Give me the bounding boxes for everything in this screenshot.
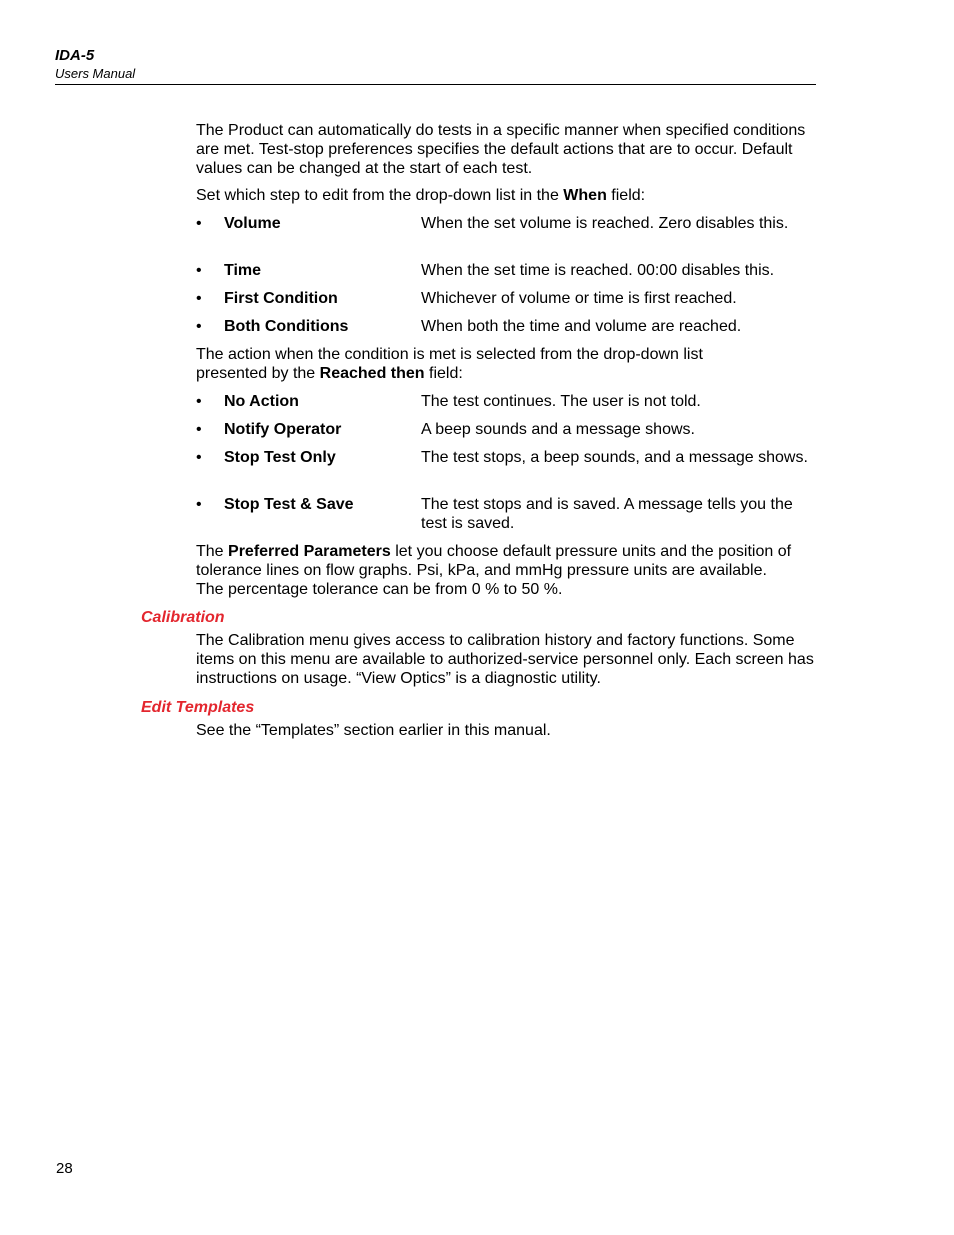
list-item-description: Whichever of volume or time is first reached. — [421, 290, 737, 307]
preferred-before: The — [196, 543, 229, 560]
list-item-description: The test stops and is saved. A message tells you the test is saved. — [421, 496, 793, 532]
preferred-bold: Preferred Parameters — [228, 543, 391, 560]
reached-intro-after: field: — [424, 365, 463, 382]
list-item-term: Notify Operator — [224, 421, 342, 438]
list-item-term: Stop Test & Save — [224, 496, 354, 513]
when-intro-after: field: — [606, 187, 646, 204]
list-item-term: Both Conditions — [224, 318, 349, 335]
bullet-icon: • — [196, 496, 202, 513]
preferred-parameters-paragraph — [196, 542, 796, 599]
reached-intro-before: The action when the condition is met is selected from the drop-down list presented by the — [196, 346, 703, 382]
bullet-icon: • — [196, 262, 202, 279]
list-item-term: First Condition — [224, 290, 338, 307]
page-header — [55, 46, 816, 85]
list-item-description: The test stops, a beep sounds, and a message shows. — [421, 449, 808, 466]
bullet-icon: • — [196, 290, 202, 307]
list-item-description: When the set volume is reached. Zero disables this. — [421, 215, 789, 232]
bullet-icon: • — [196, 393, 202, 410]
bullet-icon: • — [196, 215, 202, 232]
bullet-icon: • — [196, 318, 202, 335]
calibration-heading: Calibration — [141, 609, 225, 626]
list-item-description: When the set time is reached. 00:00 disables this. — [421, 262, 775, 279]
edit-templates-heading: Edit Templates — [141, 699, 255, 716]
document-subtitle: Users Manual — [55, 66, 136, 81]
intro-paragraph: The Product can automatically do tests in a specific manner when specified conditions are met. Test-stop preferences specifies the default actions that are to occur. Default values can be changed at the start of each test. — [196, 122, 806, 177]
preferred-after: let you choose default pressure units and the position of tolerance lines on flow graphs. Psi, kPa, and mmHg pressure units are available. The percentage tolerance can be from 0 % to 50 %. — [196, 543, 792, 598]
list-item-description: When both the time and volume are reached. — [421, 318, 742, 335]
calibration-paragraph: The Calibration menu gives access to calibration history and factory functions. Some items on this menu are available to authorized-service personnel only. Each screen has instructions on usage. “View Optics” is a diagnostic utility. — [196, 632, 814, 687]
reached-intro-paragraph — [196, 345, 756, 383]
list-item-term: Stop Test Only — [224, 449, 336, 466]
edit-templates-paragraph: See the “Templates” section earlier in this manual. — [196, 722, 551, 739]
document-title: IDA-5 — [55, 47, 95, 64]
page-number: 28 — [56, 1160, 73, 1177]
when-intro-before: Set which step to edit from the drop-down list in the — [196, 187, 564, 204]
list-item-term: Volume — [224, 215, 281, 232]
bullet-icon: • — [196, 449, 202, 466]
when-intro-paragraph — [196, 186, 816, 205]
bullet-icon: • — [196, 421, 202, 438]
when-intro-bold: When — [563, 187, 607, 204]
list-item-term: No Action — [224, 393, 299, 410]
list-item-description: The test continues. The user is not told. — [421, 393, 701, 410]
list-item-term: Time — [224, 262, 262, 279]
list-item-description: A beep sounds and a message shows. — [421, 421, 695, 438]
reached-intro-bold: Reached then — [319, 365, 425, 382]
